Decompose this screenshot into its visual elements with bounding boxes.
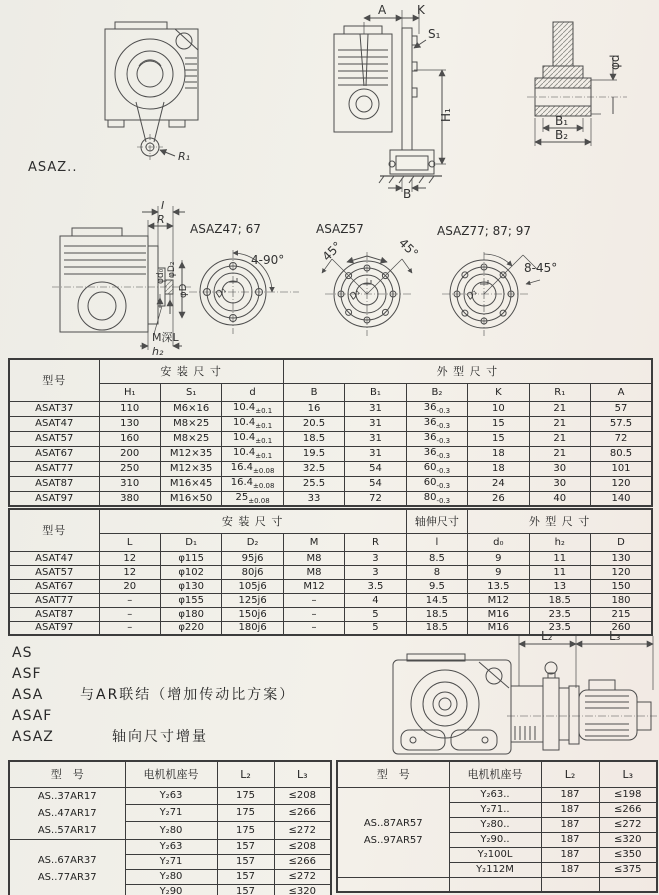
value-cell: 24 (468, 476, 529, 491)
variant-asaz: ASAZ (12, 729, 54, 745)
column-header: 电机机座号 (125, 761, 217, 787)
value-cell: 31 (345, 416, 406, 431)
t1-header-install: 安 装 尺 寸 (99, 359, 283, 383)
t2-header-shaft: 轴伸尺寸 (406, 509, 467, 533)
model-cell: ASAT67 (9, 446, 99, 461)
value-cell: 40 (529, 491, 590, 506)
value-cell: 16 (283, 401, 344, 416)
value-cell: 175 (217, 787, 274, 804)
model-cell: ASAT77 (9, 593, 99, 607)
value-cell: ≤320 (274, 884, 331, 895)
model-name: AS..47AR17 (37, 807, 97, 819)
value-cell: 15 (468, 431, 529, 446)
value-cell: 32.5 (283, 461, 344, 476)
note-axial-increase: 轴向尺寸增量 (112, 729, 208, 745)
column-header: R₁ (529, 383, 590, 401)
value-cell: φ102 (160, 565, 221, 579)
value-cell: 187 (541, 802, 599, 817)
column-header: D (591, 533, 653, 551)
dim-phid-label: φd (608, 54, 622, 70)
value-cell: 187 (541, 862, 599, 877)
column-header: B (283, 383, 344, 401)
flange2-d1-label: D₁ (348, 287, 363, 303)
value-cell: 4 (345, 593, 406, 607)
motor-table-left (8, 760, 332, 895)
column-header: D₁ (160, 533, 221, 551)
value-cell: M12×35 (160, 446, 221, 461)
value-cell: 57 (591, 401, 653, 416)
dim-r-label: R (157, 213, 165, 226)
value-cell: M12×35 (160, 461, 221, 476)
table-row (337, 787, 657, 802)
flange3-caption: ASAZ77; 87; 97 (437, 224, 532, 238)
value-cell: ≤272 (274, 869, 331, 884)
model-cell: ASAT37 (9, 401, 99, 416)
table-row (9, 431, 652, 446)
value-cell: 187 (541, 847, 599, 862)
value-cell: 31 (345, 401, 406, 416)
model-name: AS..37AR17 (37, 790, 97, 802)
value-cell: φ155 (160, 593, 221, 607)
value-cell: 150 (591, 579, 653, 593)
value-cell: 26 (468, 491, 529, 506)
value-cell: 260 (591, 621, 653, 635)
model-name: AS..87AR57 (363, 818, 423, 829)
value-cell: Y₂71 (125, 854, 217, 869)
value-cell: ≤198 (599, 787, 657, 802)
value-cell: – (283, 621, 344, 635)
gearbox-side-drawing (322, 4, 482, 200)
table-row (9, 565, 652, 579)
value-cell: M16 (468, 621, 529, 635)
dim-phid0-label: φd₀ (156, 268, 166, 284)
value-cell: φ220 (160, 621, 221, 635)
column-header: d (222, 383, 283, 401)
value-cell: 23.5 (529, 621, 590, 635)
asaz-caption: ASAZ.. (28, 160, 78, 175)
model-cell: ASAT97 (9, 491, 99, 506)
model-name: AS..97AR57 (363, 835, 423, 846)
value-cell: M6×16 (160, 401, 221, 416)
value-cell: Y₂90 (125, 884, 217, 895)
value-cell: 18.5 (529, 593, 590, 607)
value-cell: 14.5 (406, 593, 467, 607)
column-header: L₃ (274, 761, 331, 787)
value-cell: – (283, 593, 344, 607)
value-cell: M8 (283, 565, 344, 579)
value-cell: 9.5 (406, 579, 467, 593)
value-cell: 12 (99, 551, 160, 565)
value-cell: $60_{-0.3}$ (406, 476, 467, 491)
value-cell: Y₂63 (125, 839, 217, 854)
variant-asf: ASF (12, 666, 42, 682)
model-cell: ASAT57 (9, 431, 99, 446)
value-cell: 25.5 (283, 476, 344, 491)
value-cell: 3 (345, 551, 406, 565)
table-row (9, 607, 652, 621)
value-cell: 310 (99, 476, 160, 491)
table-row (9, 551, 652, 565)
column-header: B₁ (345, 383, 406, 401)
column-header: S₁ (160, 383, 221, 401)
table-row (9, 579, 652, 593)
model-cell: ASAT87 (9, 476, 99, 491)
value-cell: – (99, 607, 160, 621)
value-cell: 8.5 (406, 551, 467, 565)
value-cell: M16 (468, 607, 529, 621)
value-cell: Y₂63.. (449, 787, 541, 802)
column-header: L₃ (599, 761, 657, 787)
value-cell: 13 (529, 579, 590, 593)
value-cell: Y₂100L (449, 847, 541, 862)
flange3-drawing (428, 240, 578, 338)
value-cell: 11 (529, 551, 590, 565)
value-cell: 187 (541, 817, 599, 832)
value-cell: ≤266 (274, 854, 331, 869)
value-cell: M8 (283, 551, 344, 565)
value-cell: 18.5 (406, 621, 467, 635)
column-header: L (99, 533, 160, 551)
value-cell: 54 (345, 476, 406, 491)
value-cell: 120 (591, 565, 653, 579)
value-cell: $36_{-0.3}$ (406, 446, 467, 461)
dim-phidbig-label: φD (178, 283, 189, 298)
column-header: L₂ (541, 761, 599, 787)
model-group-cell (9, 839, 125, 895)
value-cell: $10.4_{\pm 0.1}$ (222, 416, 283, 431)
column-header: 电机机座号 (449, 761, 541, 787)
column-header: 型 号 (9, 761, 125, 787)
value-cell: Y₂63 (125, 787, 217, 804)
gearbox-front-drawing (95, 16, 230, 166)
value-cell: M16×45 (160, 476, 221, 491)
value-cell: 3 (345, 565, 406, 579)
t2-header-outline: 外 型 尺 寸 (468, 509, 652, 533)
table-row (9, 787, 331, 804)
dim-l2-label: L₂ (541, 629, 553, 643)
value-cell: 21 (529, 401, 590, 416)
value-cell: 21 (529, 431, 590, 446)
value-cell: 18 (468, 446, 529, 461)
model-name: AS..67AR37 (37, 854, 97, 866)
flange1-caption: ASAZ47; 67 (190, 222, 261, 236)
note-ar-coupling: 与AR联结（增加传动比方案） (80, 687, 296, 703)
value-cell: 20.5 (283, 416, 344, 431)
value-cell: 180 (591, 593, 653, 607)
value-cell: 31 (345, 431, 406, 446)
value-cell: 11 (529, 565, 590, 579)
value-cell: 80.5 (591, 446, 653, 461)
value-cell: $36_{-0.3}$ (406, 401, 467, 416)
value-cell: Y₂112M (449, 862, 541, 877)
column-header: L₂ (217, 761, 274, 787)
dim-b1-label: B₁ (555, 114, 569, 128)
value-cell: 175 (217, 822, 274, 839)
column-header: h₂ (529, 533, 590, 551)
flange1-angle-label: 4-90° (251, 253, 285, 267)
dim-h2-label: h₂ (152, 345, 164, 358)
value-cell: $60_{-0.3}$ (406, 461, 467, 476)
value-cell: 5 (345, 607, 406, 621)
value-cell: 3.5 (345, 579, 406, 593)
t1-header-outline: 外 型 尺 寸 (283, 359, 652, 383)
value-cell: 180j6 (222, 621, 283, 635)
value-cell: 18 (468, 461, 529, 476)
value-cell: $80_{-0.3}$ (406, 491, 467, 506)
value-cell: 120 (591, 476, 653, 491)
value-cell: $36_{-0.3}$ (406, 431, 467, 446)
value-cell: Y₂80 (125, 822, 217, 839)
value-cell: 57.5 (591, 416, 653, 431)
value-cell: 130 (99, 416, 160, 431)
value-cell: 21 (529, 416, 590, 431)
value-cell: 157 (217, 839, 274, 854)
value-cell: 101 (591, 461, 653, 476)
value-cell: ≤320 (599, 832, 657, 847)
empty-cell (541, 877, 599, 892)
value-cell: 23.5 (529, 607, 590, 621)
value-cell: 215 (591, 607, 653, 621)
value-cell: – (283, 607, 344, 621)
motor-table-right (336, 760, 658, 893)
gearbox-rear-drawing (42, 200, 200, 358)
value-cell: $25_{\pm 0.08}$ (222, 491, 283, 506)
flange1-drawing (185, 242, 303, 337)
value-cell: ≤208 (274, 839, 331, 854)
dim-h1-label: H₁ (439, 108, 453, 122)
t2-header-model: 型号 (9, 509, 99, 551)
value-cell: M12 (468, 593, 529, 607)
column-header: R (345, 533, 406, 551)
value-cell: 72 (591, 431, 653, 446)
value-cell: – (99, 593, 160, 607)
value-cell: 33 (283, 491, 344, 506)
dim-i-label: I (161, 199, 165, 212)
dim-a-label: A (378, 3, 387, 17)
column-header: 型 号 (337, 761, 449, 787)
value-cell: 187 (541, 832, 599, 847)
dim-b2-label: B₂ (555, 128, 569, 142)
value-cell: Y₂71 (125, 804, 217, 821)
column-header: K (468, 383, 529, 401)
table-row (9, 839, 331, 854)
dim-r1-label: R₁ (178, 150, 191, 163)
value-cell: 95j6 (222, 551, 283, 565)
column-header: B₂ (406, 383, 467, 401)
value-cell: $10.4_{\pm 0.1}$ (222, 446, 283, 461)
model-name: AS..57AR17 (37, 824, 97, 836)
value-cell: M12 (283, 579, 344, 593)
dim-s1-label: S₁ (428, 27, 441, 41)
table-row (9, 476, 652, 491)
column-header: l (406, 533, 467, 551)
table-row (9, 416, 652, 431)
value-cell: $16.4_{\pm 0.08}$ (222, 476, 283, 491)
table-row (9, 593, 652, 607)
column-header: d₀ (468, 533, 529, 551)
value-cell: ≤208 (274, 787, 331, 804)
variant-as: AS (12, 645, 33, 661)
model-cell: ASAT97 (9, 621, 99, 635)
value-cell: 157 (217, 884, 274, 895)
value-cell: 160 (99, 431, 160, 446)
value-cell: Y₂90.. (449, 832, 541, 847)
value-cell: ≤272 (274, 822, 331, 839)
value-cell: M8×25 (160, 431, 221, 446)
table-row (9, 446, 652, 461)
value-cell: M16×50 (160, 491, 221, 506)
value-cell: $10.4_{\pm 0.1}$ (222, 401, 283, 416)
dimension-table-1 (8, 358, 653, 507)
value-cell: 105j6 (222, 579, 283, 593)
model-cell: ASAT87 (9, 607, 99, 621)
value-cell: 157 (217, 854, 274, 869)
value-cell: 187 (541, 787, 599, 802)
value-cell: 9 (468, 565, 529, 579)
value-cell: Y₂71.. (449, 802, 541, 817)
value-cell: φ180 (160, 607, 221, 621)
empty-cell (449, 877, 541, 892)
t1-header-model: 型号 (9, 359, 99, 401)
value-cell: 5 (345, 621, 406, 635)
table-row (9, 491, 652, 506)
value-cell: 8 (406, 565, 467, 579)
empty-cell (337, 877, 449, 892)
value-cell: 12 (99, 565, 160, 579)
variant-asaf: ASAF (12, 708, 53, 724)
value-cell: 140 (591, 491, 653, 506)
model-cell: ASAT67 (9, 579, 99, 593)
value-cell: 157 (217, 869, 274, 884)
value-cell: 80j6 (222, 565, 283, 579)
value-cell: 125j6 (222, 593, 283, 607)
model-cell: ASAT57 (9, 565, 99, 579)
model-group-cell (9, 787, 125, 839)
value-cell: 110 (99, 401, 160, 416)
model-name: AS..77AR37 (37, 871, 97, 883)
model-cell: ASAT47 (9, 416, 99, 431)
flange3-d1-label: D₁ (465, 287, 480, 303)
value-cell: 30 (529, 476, 590, 491)
value-cell: 20 (99, 579, 160, 593)
value-cell: $36_{-0.3}$ (406, 416, 467, 431)
value-cell: 10 (468, 401, 529, 416)
dim-l3-label: L₃ (609, 629, 621, 643)
value-cell: 19.5 (283, 446, 344, 461)
value-cell: 54 (345, 461, 406, 476)
value-cell: M8×25 (160, 416, 221, 431)
flange1-d1-label: D₁ (214, 285, 229, 301)
value-cell: Y₂80 (125, 869, 217, 884)
table-row (9, 401, 652, 416)
value-cell: 150j6 (222, 607, 283, 621)
table-row (9, 461, 652, 476)
value-cell: 380 (99, 491, 160, 506)
flange2-caption: ASAZ57 (316, 222, 364, 236)
value-cell: Y₂80.. (449, 817, 541, 832)
value-cell: 200 (99, 446, 160, 461)
value-cell: ≤350 (599, 847, 657, 862)
flange2-angle-left-label: 45° (319, 238, 345, 264)
dimension-table-2 (8, 508, 653, 636)
model-group-cell (337, 787, 449, 877)
flange2-angle-right-label: 45° (396, 235, 421, 261)
empty-cell (599, 877, 657, 892)
value-cell: $10.4_{\pm 0.1}$ (222, 431, 283, 446)
value-cell: 15 (468, 416, 529, 431)
variant-asa: ASA (12, 687, 44, 703)
value-cell: 9 (468, 551, 529, 565)
dim-phid2-label: φD₂ (167, 261, 177, 278)
value-cell: – (99, 621, 160, 635)
value-cell: 13.5 (468, 579, 529, 593)
t2-header-install: 安 装 尺 寸 (99, 509, 406, 533)
model-cell: ASAT77 (9, 461, 99, 476)
value-cell: ≤272 (599, 817, 657, 832)
model-cell: ASAT47 (9, 551, 99, 565)
value-cell: 18.5 (406, 607, 467, 621)
value-cell: 30 (529, 461, 590, 476)
column-header: H₁ (99, 383, 160, 401)
value-cell: 21 (529, 446, 590, 461)
column-header: A (591, 383, 653, 401)
dim-k-label: K (417, 3, 425, 17)
value-cell: 18.5 (283, 431, 344, 446)
value-cell: φ130 (160, 579, 221, 593)
value-cell: φ115 (160, 551, 221, 565)
column-header: D₂ (222, 533, 283, 551)
bushing-section-drawing (523, 18, 658, 153)
value-cell: ≤266 (274, 804, 331, 821)
empty-row (337, 877, 657, 892)
column-header: M (283, 533, 344, 551)
flange2-drawing (305, 235, 433, 338)
value-cell: 175 (217, 804, 274, 821)
value-cell: 130 (591, 551, 653, 565)
value-cell: ≤266 (599, 802, 657, 817)
flange3-angle-label: 8-45° (524, 261, 558, 275)
value-cell: 31 (345, 446, 406, 461)
value-cell: 250 (99, 461, 160, 476)
dim-b-label: B (403, 187, 412, 201)
gearmotor-assembly-drawing (383, 628, 659, 758)
value-cell: ≤375 (599, 862, 657, 877)
value-cell: 72 (345, 491, 406, 506)
dim-mdepth-label: M深L (152, 331, 179, 344)
value-cell: $16.4_{\pm 0.08}$ (222, 461, 283, 476)
